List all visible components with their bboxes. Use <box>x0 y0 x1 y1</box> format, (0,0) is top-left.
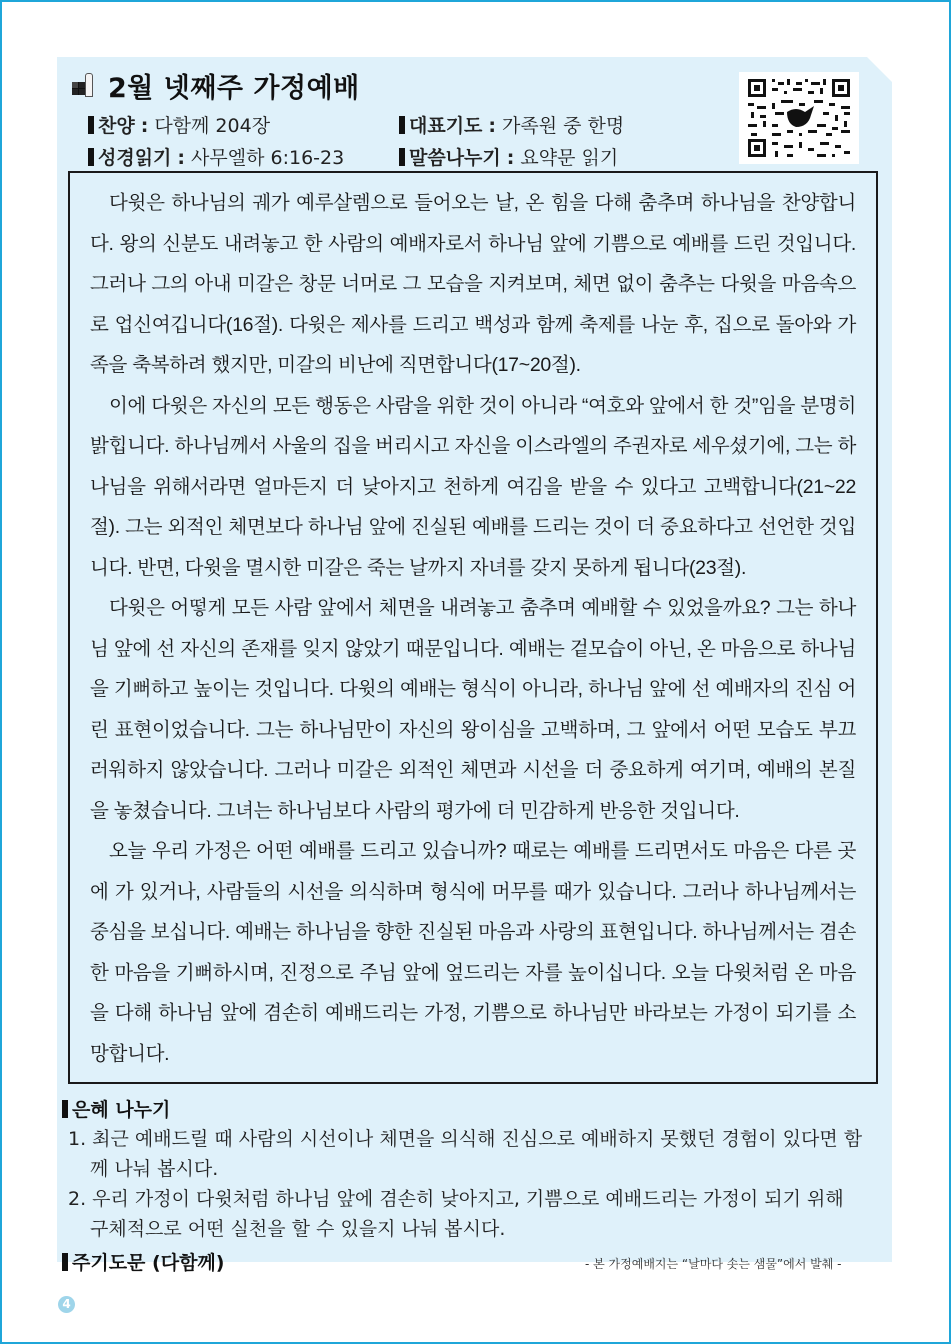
info-label: 말씀나누기 <box>409 147 501 169</box>
page-number-badge: 4 <box>58 1296 75 1313</box>
question-item: 2. 우리 가정이 다윗처럼 하나님 앞에 겸손히 낮아지고, 기쁨으로 예배드리는 가정이 되기 위해 구체적으로 어떤 실천을 할 수 있을지 나눠 봅시다. <box>68 1188 844 1240</box>
sermon-box <box>68 171 878 1084</box>
info-label: 대표기도 <box>409 115 483 137</box>
sermon-paragraph: 다윗은 하나님의 궤가 예루살렘으로 들어오는 날, 온 힘을 다해 춤추며 하나님을 찬양합니다. 왕의 신분도 내려놓고 한 사람의 예배자로서 하나님 앞에 기쁨으로 예배를 드린 것입니다. 그러나 그의 아내 미갈은 창문 너머로 그 모습을 지켜보며, 체면 없이 춤추는 다윗을 마음속으로 업신여깁니다(16절). 다윗은 제사를 드리고 백성과 함께 축제를 나눈 후, 집으로 돌아와 가족을 축복하려 했지만, 미갈의 비난에 직면합니다(17~20절). <box>90 192 857 376</box>
question-item: 1. 최근 예배드릴 때 사람의 시선이나 체면을 의식해 진심으로 예배하지 못했던 경험이 있다면 함께 나눠 봅시다. <box>68 1128 863 1180</box>
sermon-paragraph: 다윗은 어떻게 모든 사람 앞에서 체면을 내려놓고 춤추며 예배할 수 있었을까요? 그는 하나님 앞에 선 자신의 존재를 잊지 않았기 때문입니다. 예배는 겉모습이 아닌, 온 마음으로 하나님을 기뻐하고 높이는 것입니다. 다윗의 예배는 형식이 아니라, 하나님 앞에 선 예배자의 진심 어린 표현이었습니다. 그는 하나님만이 자신의 왕이심을 고백하며, 그 앞에서 어떤 모습도 부끄러워하지 않았습니다. 그러나 미갈은 외적인 체면과 시선을 더 중요하게 여기며, 예배의 본질을 놓쳤습니다. 그녀는 하나님보다 사람의 평가에 더 민감하게 반응한 것입니다. <box>90 597 856 822</box>
title-row <box>72 66 360 105</box>
info-value: 사무엘하 6:16-23 <box>191 147 345 169</box>
page-title: 2월 넷째주 가정예배 <box>108 73 360 104</box>
question-list <box>68 1124 868 1244</box>
sermon-paragraph: 오늘 우리 가정은 어떤 예배를 드리고 있습니까? 때로는 예배를 드리면서도 마음은 다른 곳에 가 있거나, 사람들의 시선을 의식하며 형식에 머무를 때가 있습니다. 그러나 하나님께서는 중심을 보십니다. 예배는 하나님을 향한 진실된 마음과 사랑의 표현입니다. 하나님께서는 겸손한 마음을 기뻐하시며, 진정으로 주님 앞에 엎드리는 자를 높이십니다. 오늘 다윗처럼 온 마음을 다해 하나님 앞에 겸손히 예배드리는 가정, 기쁨으로 하나님만 바라보는 가정이 되기를 소망합니다. <box>90 840 856 1065</box>
info-hymn: 찬양 : 다함께 204장 <box>88 111 270 138</box>
lords-prayer-heading: 주기도문 (다함께) <box>62 1248 224 1275</box>
info-sharing: 말씀나누기 : 요약문 읽기 <box>399 143 618 170</box>
qr-code[interactable] <box>739 72 859 164</box>
grace-sharing-heading: 은혜 나누기 <box>62 1095 170 1122</box>
info-value: 다함께 204장 <box>154 115 271 137</box>
bullet-bar-icon <box>88 148 94 166</box>
pencil-grid-icon <box>72 73 94 99</box>
info-label: 찬양 <box>98 115 135 137</box>
sermon-paragraph: 이에 다윗은 자신의 모든 행동은 사람을 위한 것이 아니라 “여호와 앞에서 한 것”임을 분명히 밝힙니다. 하나님께서 사울의 집을 버리시고 자신을 이스라엘의 주권자로 세우셨기에, 그는 하나님을 위해서라면 얼마든지 더 낮아지고 천하게 여김을 받을 수 있다고 고백합니다(21~22절). 그는 외적인 체면보다 하나님 앞에 진실된 예배를 드리는 것이 더 중요하다고 선언한 것입니다. 반면, 다윗을 멸시한 미갈은 죽는 날까지 자녀를 갖지 못하게 됩니다(23절). <box>90 394 856 579</box>
info-scripture: 성경읽기 : 사무엘하 6:16-23 <box>88 143 344 170</box>
info-label: 성경읽기 <box>98 147 172 169</box>
source-note: - 본 가정예배지는 “날마다 솟는 샘물”에서 발췌 - <box>585 1257 842 1271</box>
info-value: 요약문 읽기 <box>520 147 619 169</box>
bullet-bar-icon <box>88 116 94 134</box>
info-prayer: 대표기도 : 가족원 중 한명 <box>399 111 624 138</box>
bullet-bar-icon <box>399 116 405 134</box>
bullet-bar-icon <box>62 1253 68 1271</box>
info-value: 가족원 중 한명 <box>502 115 625 137</box>
qr-code-icon <box>745 76 853 160</box>
bullet-bar-icon <box>62 1100 68 1118</box>
bullet-bar-icon <box>399 148 405 166</box>
